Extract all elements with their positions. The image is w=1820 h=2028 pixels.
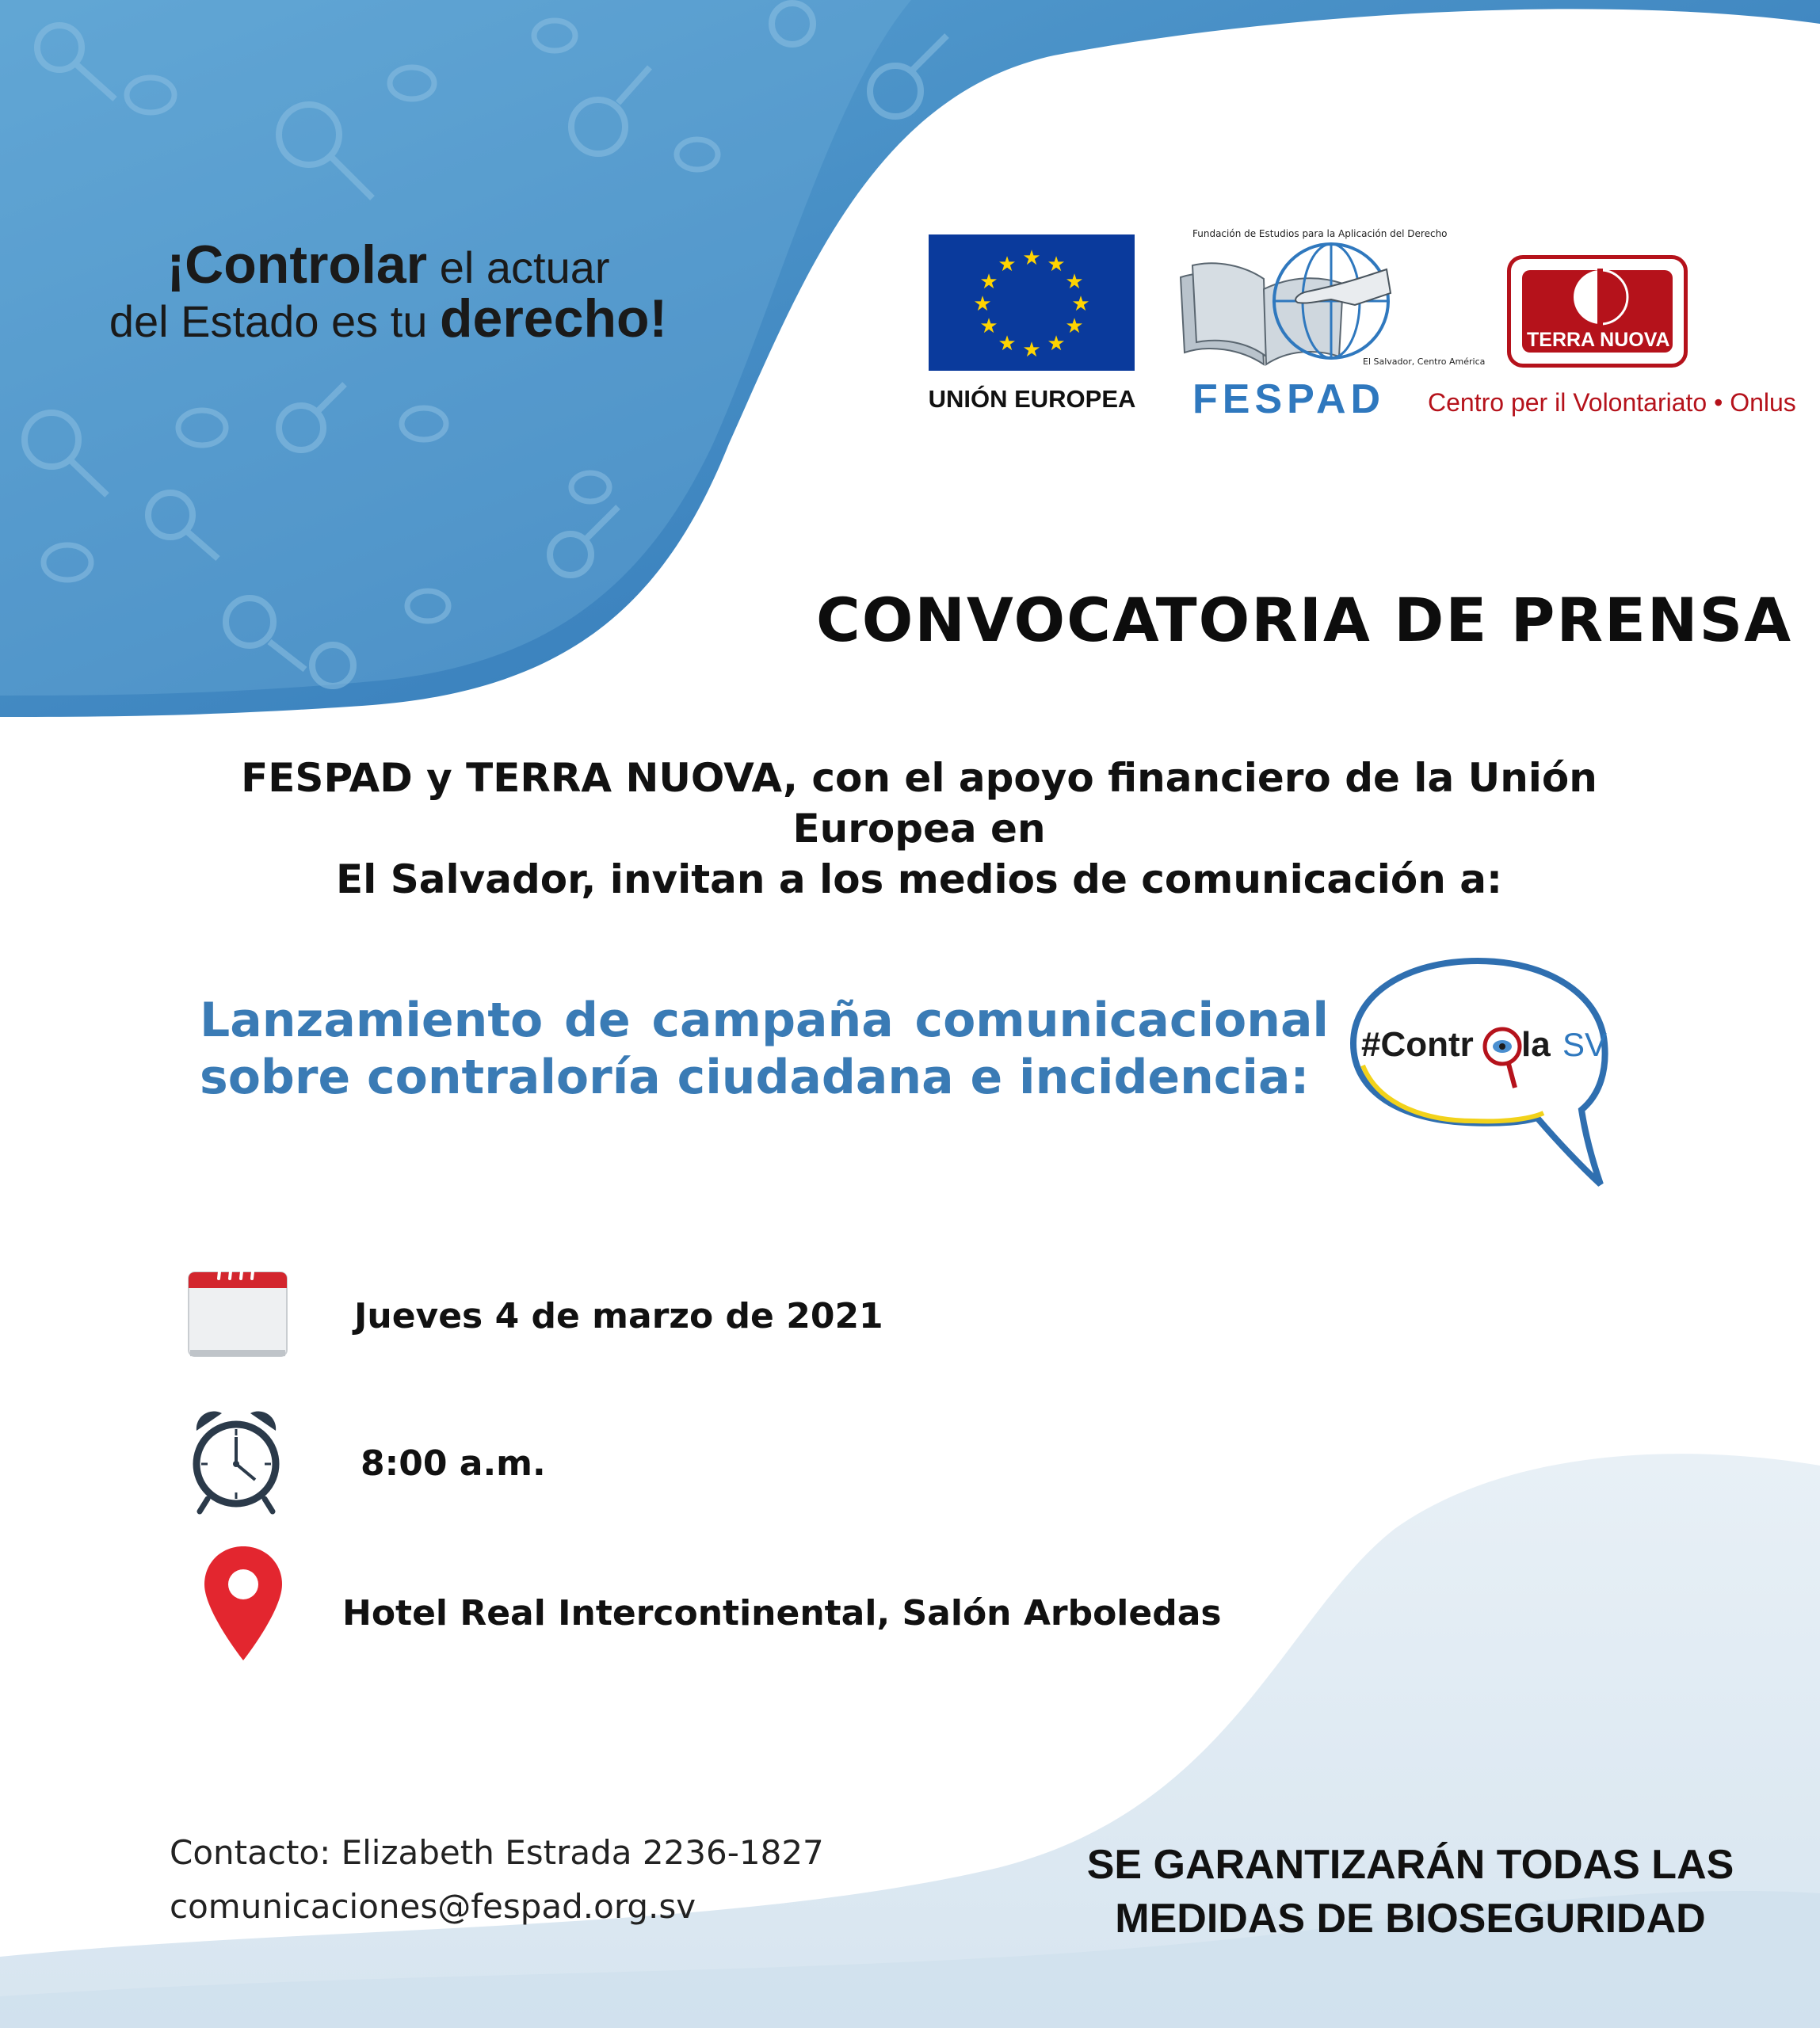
terra-right-word: NUOVA	[1600, 329, 1670, 351]
svg-text:★: ★	[1022, 246, 1041, 270]
alarm-clock-icon	[190, 1409, 282, 1515]
svg-text:★: ★	[1065, 270, 1084, 294]
slogan-bold-2: derecho!	[439, 288, 668, 349]
intro-line-1: FESPAD y TERRA NUOVA, con el apoyo financiero de la Unión Europea en	[241, 755, 1597, 852]
biosecurity-line-2: MEDIDAS DE BIOSEGURIDAD	[1115, 1896, 1706, 1942]
launch-heading	[200, 992, 1329, 1106]
eu-flag-logo	[929, 234, 1135, 371]
svg-text:★: ★	[1065, 314, 1084, 338]
svg-text:★: ★	[979, 270, 998, 294]
terra-nuova-wordmark	[1527, 329, 1668, 352]
svg-text:★: ★	[998, 332, 1017, 356]
event-place: Hotel Real Intercontinental, Salón Arboledas	[342, 1593, 1222, 1633]
page-title: CONVOCATORIA DE PRENSA	[816, 585, 1793, 655]
hashtag-speech-bubble	[1339, 955, 1612, 1192]
fespad-country: El Salvador, Centro América	[1363, 356, 1486, 367]
hashtag-text-part2: la	[1521, 1025, 1551, 1064]
svg-text:★: ★	[1071, 292, 1090, 316]
fespad-wordmark: FESPAD	[1192, 376, 1386, 422]
event-time: 8:00 a.m.	[361, 1443, 546, 1484]
terra-nuova-logo	[1507, 255, 1688, 368]
svg-text:★: ★	[1022, 338, 1041, 362]
svg-text:★: ★	[973, 292, 992, 316]
svg-text:★: ★	[998, 253, 1017, 276]
contact-email[interactable]: comunicaciones@fespad.org.sv	[170, 1887, 696, 1926]
intro-paragraph	[158, 753, 1680, 905]
svg-text:★: ★	[1047, 332, 1066, 356]
svg-text:★: ★	[1047, 253, 1066, 276]
calendar-icon	[187, 1261, 288, 1359]
slogan-start-2: del Estado es tu	[109, 296, 440, 346]
slogan	[32, 234, 745, 349]
hashtag-text-part1: #Contr	[1361, 1025, 1474, 1064]
svg-text:★: ★	[979, 314, 998, 338]
hashtag-text-part3: SV	[1562, 1026, 1608, 1063]
launch-line-2: sobre contraloría ciudadana e incidencia:	[200, 1050, 1310, 1105]
biosecurity-notice	[1022, 1838, 1799, 1946]
terra-nuova-caption: Centro per il Volontariato • Onlus	[1428, 388, 1796, 417]
location-pin-icon	[203, 1545, 284, 1662]
fespad-subtitle: Fundación de Estudios para la Aplicación del Derecho	[1192, 228, 1448, 239]
slogan-bold-1: ¡Controlar	[166, 234, 428, 295]
biosecurity-line-1: SE GARANTIZARÁN TODAS LAS	[1086, 1842, 1734, 1888]
intro-line-2: El Salvador, invitan a los medios de comunicación a:	[336, 856, 1502, 902]
launch-line-1: Lanzamiento de campaña comunicacional	[200, 993, 1329, 1048]
contact-line: Contacto: Elizabeth Estrada 2236-1827	[170, 1833, 824, 1872]
slogan-rest-1: el actuar	[427, 242, 610, 292]
eu-label: UNIÓN EUROPEA	[928, 385, 1136, 413]
event-date: Jueves 4 de marzo de 2021	[354, 1296, 883, 1336]
terra-left-word: TERRA	[1527, 329, 1595, 351]
